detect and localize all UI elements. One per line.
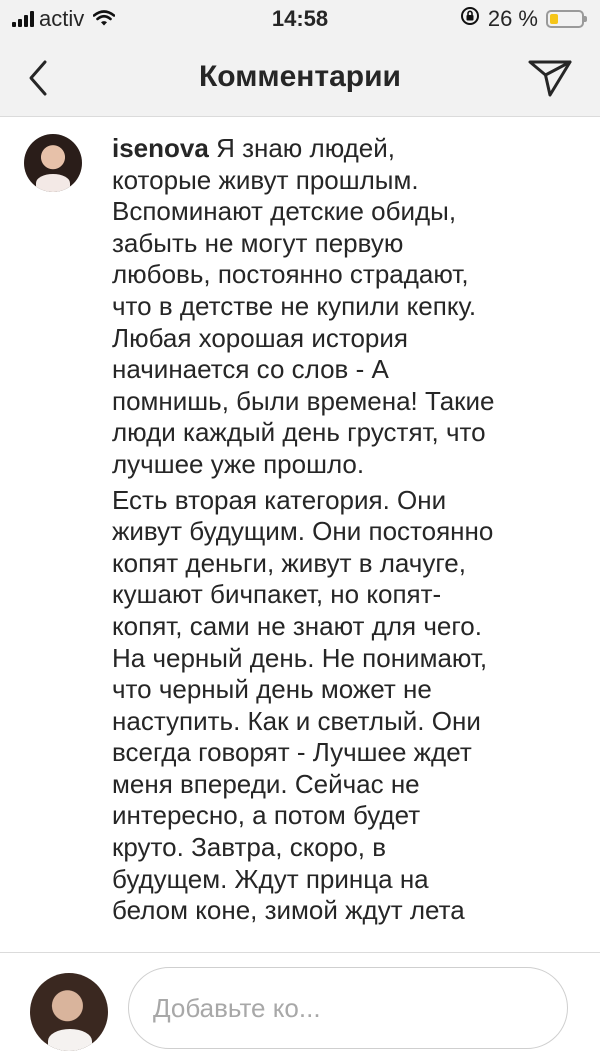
page-title: Комментарии (198, 60, 402, 93)
commenter-username[interactable]: isenova (112, 133, 209, 163)
comment-composer (0, 952, 600, 1064)
comment-text-1: Я знаю людей, которые живут прошлым. Вспоминают детские обиды, забыть не могут первую любовь, постоянно страдают, что в детстве не купили кепку. Любая хорошая история начинается со слов - А помнишь, были времена! Такие люди каждый день грустят, что лучшее уже прошло. (112, 133, 495, 479)
status-right (460, 6, 584, 32)
battery-percent: 26 % (487, 6, 538, 31)
commenter-avatar[interactable] (24, 134, 82, 192)
comment-paragraph-1 (112, 133, 498, 481)
status-bar (0, 0, 600, 40)
status-time: 14:58 (271, 6, 329, 31)
comment-body (112, 133, 498, 931)
paper-plane-icon (527, 58, 573, 98)
orientation-lock-icon (460, 6, 480, 32)
user-avatar (30, 973, 108, 1051)
battery-fill (550, 14, 558, 24)
share-button[interactable] (526, 56, 574, 100)
carrier-name: activ (39, 6, 85, 31)
comment-paragraph-2 (112, 485, 498, 927)
comment-input[interactable] (128, 967, 568, 1049)
comment (0, 117, 600, 952)
comment-text-2: Есть вторая категория. Они живут будущим. Они постоянно копят деньги, живут в лачуге, кушают бичпакет, но копят-копят, сами не знают для чего. На черный день. Не понимают, что черный день может не наступить. Как и светлый. Они всегда говорят - Лучшее ждет меня впереди. Сейчас не интересно, а потом будет круто. Завтра, скоро, в будущем. Ждут принца на белом коне, зимой ждут лета (112, 484, 494, 926)
battery-icon (546, 10, 584, 28)
nav-bar (0, 40, 600, 117)
